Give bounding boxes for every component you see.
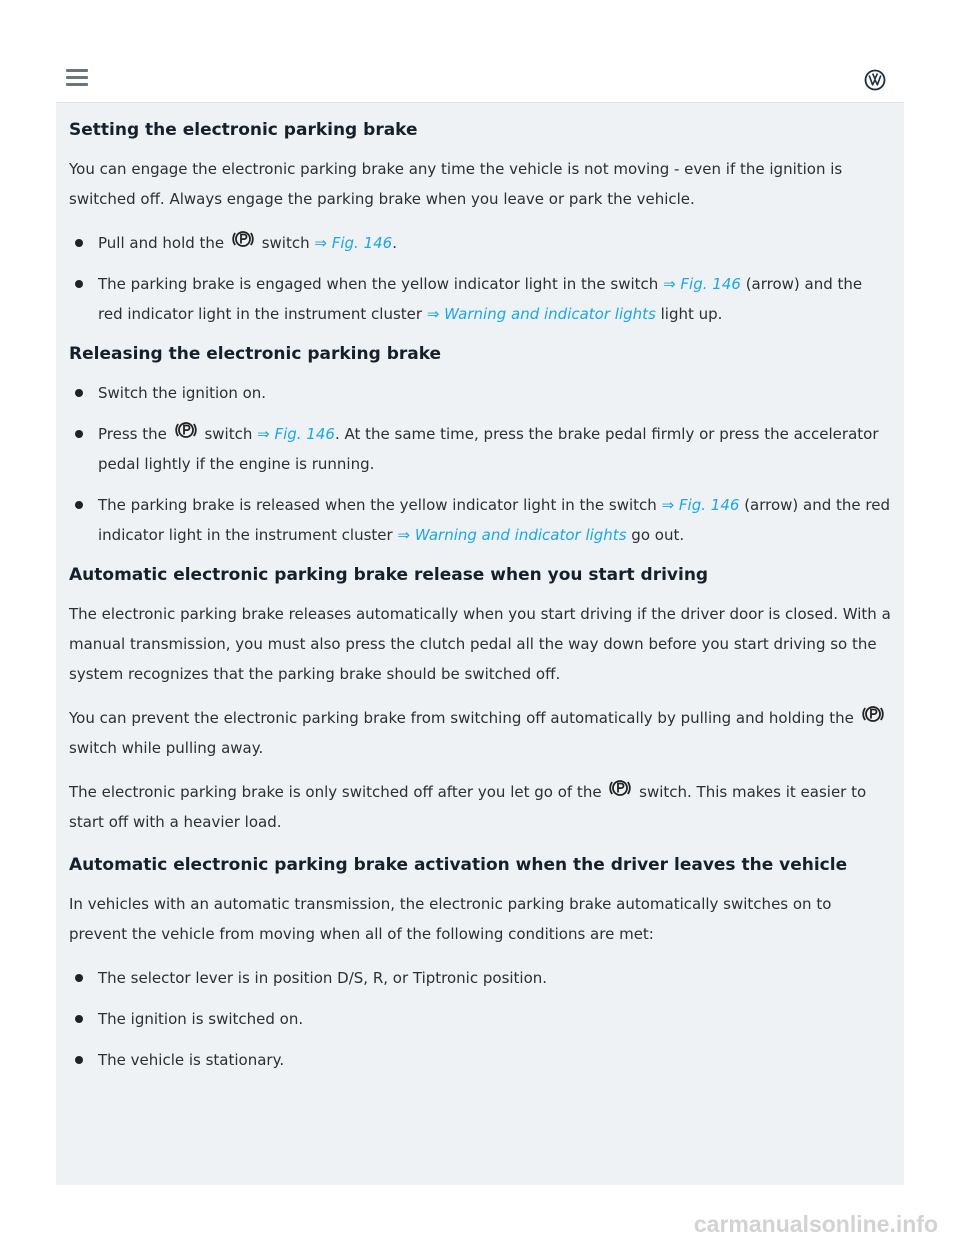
parking-brake-icon: [861, 703, 885, 725]
list-item: The parking brake is engaged when the yellow indicator light in the switch ⇒ Fig. 146 (arrow) and the red indicator light in the instrument cluster ⇒ Warning and indicator lights light up.: [69, 269, 891, 329]
warning-lights-link[interactable]: ⇒ Warning and indicator lights: [426, 305, 656, 323]
warning-lights-link[interactable]: ⇒ Warning and indicator lights: [397, 526, 627, 544]
paragraph: In vehicles with an automatic transmission, the electronic parking brake automatically switches on to prevent the vehicle from moving when all of the following conditions are met:: [69, 895, 832, 943]
list-item: Pull and hold the switch ⇒ Fig. 146.: [69, 228, 891, 258]
fig-146-link[interactable]: ⇒ Fig. 146: [314, 234, 393, 252]
fig-146-link[interactable]: ⇒ Fig. 146: [257, 425, 335, 443]
manual-content: [56, 103, 904, 1185]
paragraph: The electronic parking brake is only switched off after you let go of the switch. This makes it easier to start off with a heavier load.: [69, 777, 891, 837]
list-item: Switch the ignition on.: [69, 378, 891, 408]
fig-146-link[interactable]: ⇒ Fig. 146: [663, 275, 741, 293]
watermark: carmanualsonline.info: [693, 1211, 938, 1237]
section-title-auto-release: Automatic electronic parking brake release when you start driving: [69, 565, 709, 585]
menu-icon[interactable]: [66, 69, 88, 87]
list-item: The vehicle is stationary.: [69, 1045, 891, 1075]
section-title-setting: Setting the electronic parking brake: [69, 120, 418, 140]
top-bar: [56, 56, 904, 103]
list-item: The parking brake is released when the yellow indicator light in the switch ⇒ Fig. 146 (arrow) and the red indicator light in the instrument cluster ⇒ Warning and indicator lights go out.: [69, 490, 891, 550]
paragraph: You can engage the electronic parking brake any time the vehicle is not moving - even if the ignition is switched off. Always engage the parking brake when you leave or park the vehicle.: [69, 160, 843, 208]
parking-brake-icon: [231, 228, 255, 250]
paragraph: You can prevent the electronic parking brake from switching off automatically by pulling and holding the switch while pulling away.: [69, 703, 891, 763]
fig-146-link[interactable]: ⇒ Fig. 146: [661, 496, 740, 514]
parking-brake-icon: [174, 419, 198, 441]
section-title-releasing: Releasing the electronic parking brake: [69, 344, 442, 364]
list-item: The ignition is switched on.: [69, 1004, 891, 1034]
parking-brake-icon: [608, 777, 632, 799]
vw-logo-icon[interactable]: [864, 69, 886, 91]
section-title-auto-activation: Automatic electronic parking brake activation when the driver leaves the vehicle: [69, 855, 848, 875]
paragraph: The electronic parking brake releases automatically when you start driving if the driver door is closed. With a manual transmission, you must also press the clutch pedal all the way down before you start driving so the system recognizes that the parking brake should be switched off.: [69, 605, 891, 683]
list-item: The selector lever is in position D/S, R, or Tiptronic position.: [69, 963, 891, 993]
list-item: Press the switch ⇒ Fig. 146. At the same time, press the brake pedal firmly or press the accelerator pedal lightly if the engine is running.: [69, 419, 891, 479]
